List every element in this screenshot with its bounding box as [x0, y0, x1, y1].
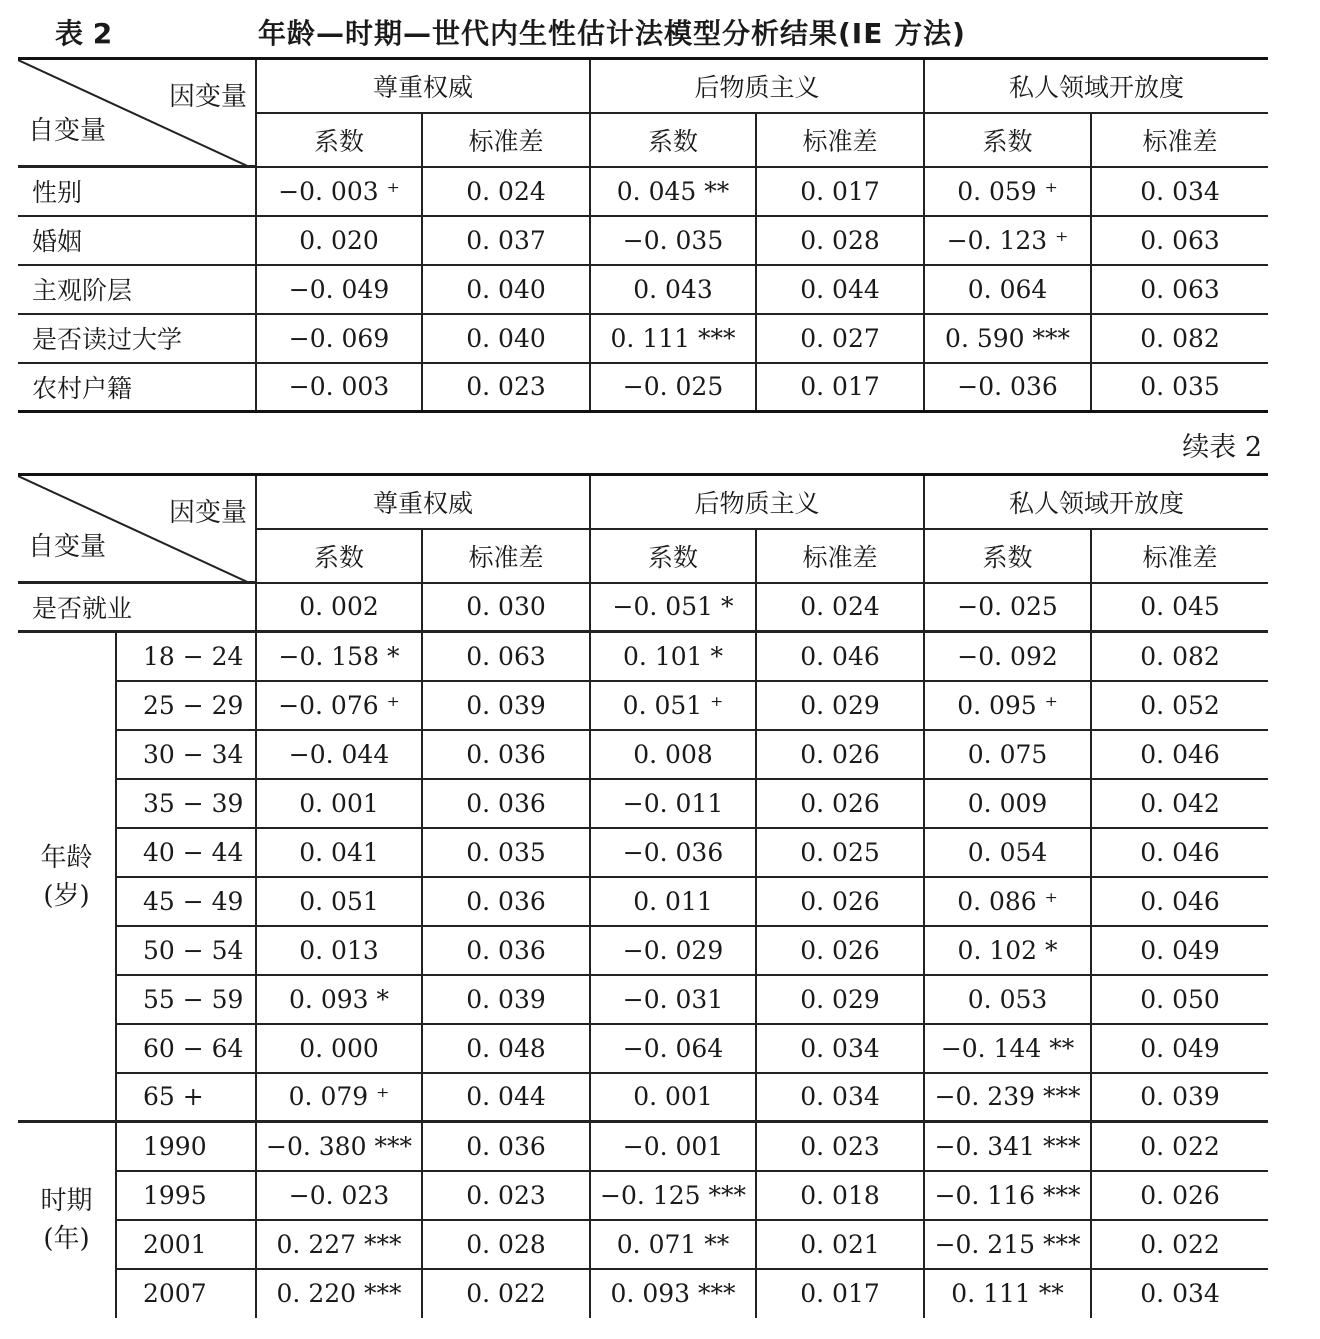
- coef-cell: −0. 036: [590, 828, 756, 877]
- se-cell: 0. 022: [422, 1269, 590, 1318]
- se-cell: 0. 023: [756, 1122, 924, 1171]
- coef-cell: 0. 051 ⁺: [590, 681, 756, 730]
- se-cell: 0. 036: [422, 730, 590, 779]
- table-row: [18, 681, 1268, 730]
- table-row: [18, 632, 1268, 681]
- table-title: 年龄—时期—世代内生性估计法模型分析结果(IE 方法): [258, 17, 966, 50]
- row-label: 65 +: [116, 1073, 256, 1122]
- se-cell: 0. 034: [1091, 167, 1268, 216]
- coef-cell: −0. 341 ***: [924, 1122, 1091, 1171]
- coef-cell: 0. 102 *: [924, 926, 1091, 975]
- table-row: [18, 314, 1268, 363]
- se-cell: 0. 018: [756, 1171, 924, 1220]
- table-row: [18, 167, 1268, 216]
- se-cell: 0. 030: [422, 583, 590, 632]
- se-cell: 0. 024: [422, 167, 590, 216]
- coef-cell: 0. 111 **: [924, 1269, 1091, 1318]
- se-cell: 0. 025: [756, 828, 924, 877]
- coef-cell: −0. 239 ***: [924, 1073, 1091, 1122]
- se-cell: 0. 029: [756, 975, 924, 1024]
- se-cell: 0. 037: [422, 216, 590, 265]
- coef-cell: 0. 053: [924, 975, 1091, 1024]
- row-label: 30 − 34: [116, 730, 256, 779]
- coef-cell: −0. 003: [256, 363, 422, 412]
- row-label: 18 − 24: [116, 632, 256, 681]
- row-label: 50 − 54: [116, 926, 256, 975]
- se-header: 标准差: [756, 113, 924, 167]
- coef-cell: 0. 051: [256, 877, 422, 926]
- row-label: 1995: [116, 1171, 256, 1220]
- se-cell: 0. 046: [756, 632, 924, 681]
- table-row: [18, 363, 1268, 412]
- se-cell: 0. 022: [1091, 1220, 1268, 1269]
- group-label-line1: 年龄: [40, 842, 93, 873]
- row-label: 25 − 29: [116, 681, 256, 730]
- group-label-line2: (年): [43, 1224, 90, 1255]
- se-cell: 0. 036: [422, 877, 590, 926]
- se-header: 标准差: [1091, 529, 1268, 583]
- se-cell: 0. 039: [422, 681, 590, 730]
- se-cell: 0. 021: [756, 1220, 924, 1269]
- coef-cell: 0. 093 *: [256, 975, 422, 1024]
- se-cell: 0. 040: [422, 314, 590, 363]
- coef-header: 系数: [590, 113, 756, 167]
- coef-cell: 0. 011: [590, 877, 756, 926]
- se-cell: 0. 082: [1091, 632, 1268, 681]
- coef-cell: 0. 093 ***: [590, 1269, 756, 1318]
- table-row: [18, 1269, 1268, 1318]
- se-cell: 0. 046: [1091, 877, 1268, 926]
- group-header: 私人领域开放度: [924, 59, 1268, 113]
- coef-cell: −0. 011: [590, 779, 756, 828]
- table-row: [18, 216, 1268, 265]
- coef-cell: 0. 054: [924, 828, 1091, 877]
- se-header: 标准差: [756, 529, 924, 583]
- coef-cell: 0. 101 *: [590, 632, 756, 681]
- header-diagonal-cell: [18, 475, 256, 583]
- independent-variable-label: 自变量: [28, 532, 107, 562]
- se-cell: 0. 046: [1091, 828, 1268, 877]
- coef-cell: 0. 045 **: [590, 167, 756, 216]
- se-cell: 0. 046: [1091, 730, 1268, 779]
- coef-header: 系数: [256, 529, 422, 583]
- coef-cell: 0. 227 ***: [256, 1220, 422, 1269]
- se-cell: 0. 023: [422, 1171, 590, 1220]
- period-group-label: [18, 1122, 116, 1318]
- se-cell: 0. 029: [756, 681, 924, 730]
- row-label: 1990: [116, 1122, 256, 1171]
- coef-cell: 0. 043: [590, 265, 756, 314]
- group-header: 后物质主义: [590, 59, 924, 113]
- coef-cell: 0. 020: [256, 216, 422, 265]
- se-cell: 0. 026: [756, 926, 924, 975]
- se-cell: 0. 039: [422, 975, 590, 1024]
- se-cell: 0. 028: [422, 1220, 590, 1269]
- coef-cell: −0. 023: [256, 1171, 422, 1220]
- table-row: [18, 1024, 1268, 1073]
- se-header: 标准差: [1091, 113, 1268, 167]
- group-header: 私人领域开放度: [924, 475, 1268, 529]
- se-cell: 0. 045: [1091, 583, 1268, 632]
- group-header: 尊重权威: [256, 59, 590, 113]
- coef-header: 系数: [924, 113, 1091, 167]
- coef-cell: −0. 215 ***: [924, 1220, 1091, 1269]
- coef-cell: −0. 035: [590, 216, 756, 265]
- table-row: [18, 1220, 1268, 1269]
- row-label: 2007: [116, 1269, 256, 1318]
- se-cell: 0. 026: [756, 877, 924, 926]
- table-row: [18, 1171, 1268, 1220]
- coef-header: 系数: [924, 529, 1091, 583]
- table-row: [18, 975, 1268, 1024]
- coef-cell: −0. 069: [256, 314, 422, 363]
- se-cell: 0. 036: [422, 926, 590, 975]
- table-row: [18, 1073, 1268, 1122]
- se-cell: 0. 049: [1091, 1024, 1268, 1073]
- coef-cell: −0. 001: [590, 1122, 756, 1171]
- coef-cell: −0. 116 ***: [924, 1171, 1091, 1220]
- se-cell: 0. 024: [756, 583, 924, 632]
- se-cell: 0. 044: [756, 265, 924, 314]
- se-header: 标准差: [422, 113, 590, 167]
- table-row: [18, 1122, 1268, 1171]
- coef-cell: 0. 086 ⁺: [924, 877, 1091, 926]
- row-label: 主观阶层: [18, 265, 256, 314]
- coef-cell: 0. 064: [924, 265, 1091, 314]
- coef-cell: 0. 111 ***: [590, 314, 756, 363]
- coef-cell: −0. 036: [924, 363, 1091, 412]
- coef-cell: −0. 158 *: [256, 632, 422, 681]
- coef-cell: −0. 049: [256, 265, 422, 314]
- coef-cell: 0. 013: [256, 926, 422, 975]
- table-row: [18, 779, 1268, 828]
- se-cell: 0. 034: [1091, 1269, 1268, 1318]
- table-row: [18, 583, 1268, 632]
- se-cell: 0. 039: [1091, 1073, 1268, 1122]
- coef-cell: 0. 075: [924, 730, 1091, 779]
- se-cell: 0. 026: [1091, 1171, 1268, 1220]
- table-row: [18, 265, 1268, 314]
- coef-cell: −0. 025: [924, 583, 1091, 632]
- se-cell: 0. 082: [1091, 314, 1268, 363]
- se-cell: 0. 027: [756, 314, 924, 363]
- coef-cell: −0. 029: [590, 926, 756, 975]
- age-group-label: [18, 632, 116, 1122]
- coef-cell: 0. 071 **: [590, 1220, 756, 1269]
- group-label-line2: (岁): [43, 880, 90, 911]
- row-label: 性别: [18, 167, 256, 216]
- coef-header: 系数: [590, 529, 756, 583]
- coef-cell: −0. 044: [256, 730, 422, 779]
- se-cell: 0. 044: [422, 1073, 590, 1122]
- se-cell: 0. 042: [1091, 779, 1268, 828]
- coef-cell: 0. 008: [590, 730, 756, 779]
- row-label: 是否读过大学: [18, 314, 256, 363]
- row-label: 农村户籍: [18, 363, 256, 412]
- group-header: 后物质主义: [590, 475, 924, 529]
- coef-cell: 0. 590 ***: [924, 314, 1091, 363]
- table-row: [18, 926, 1268, 975]
- se-cell: 0. 050: [1091, 975, 1268, 1024]
- coef-cell: 0. 079 ⁺: [256, 1073, 422, 1122]
- coef-cell: −0. 076 ⁺: [256, 681, 422, 730]
- continued-label: 续表 2: [1182, 432, 1262, 463]
- se-cell: 0. 017: [756, 167, 924, 216]
- coef-cell: −0. 003 ⁺: [256, 167, 422, 216]
- se-cell: 0. 063: [1091, 265, 1268, 314]
- se-cell: 0. 063: [422, 632, 590, 681]
- se-cell: 0. 040: [422, 265, 590, 314]
- coef-header: 系数: [256, 113, 422, 167]
- coef-cell: 0. 041: [256, 828, 422, 877]
- se-cell: 0. 052: [1091, 681, 1268, 730]
- coef-cell: 0. 001: [590, 1073, 756, 1122]
- se-cell: 0. 036: [422, 1122, 590, 1171]
- se-cell: 0. 048: [422, 1024, 590, 1073]
- table-row: [18, 828, 1268, 877]
- coef-cell: 0. 095 ⁺: [924, 681, 1091, 730]
- se-cell: 0. 028: [756, 216, 924, 265]
- coef-cell: −0. 125 ***: [590, 1171, 756, 1220]
- coef-cell: 0. 059 ⁺: [924, 167, 1091, 216]
- se-cell: 0. 035: [422, 828, 590, 877]
- coef-cell: −0. 064: [590, 1024, 756, 1073]
- se-cell: 0. 017: [756, 363, 924, 412]
- dependent-variable-label: 因变量: [168, 498, 247, 528]
- se-cell: 0. 034: [756, 1024, 924, 1073]
- coef-cell: −0. 123 ⁺: [924, 216, 1091, 265]
- coef-cell: 0. 002: [256, 583, 422, 632]
- coef-cell: 0. 009: [924, 779, 1091, 828]
- se-cell: 0. 063: [1091, 216, 1268, 265]
- row-label: 是否就业: [18, 583, 256, 632]
- table-row: [18, 877, 1268, 926]
- se-cell: 0. 026: [756, 730, 924, 779]
- row-label: 2001: [116, 1220, 256, 1269]
- se-cell: 0. 036: [422, 779, 590, 828]
- coef-cell: 0. 000: [256, 1024, 422, 1073]
- coef-cell: −0. 025: [590, 363, 756, 412]
- row-label: 45 − 49: [116, 877, 256, 926]
- results-table-part2: [18, 473, 1268, 1318]
- se-cell: 0. 023: [422, 363, 590, 412]
- table-row: [18, 730, 1268, 779]
- se-cell: 0. 049: [1091, 926, 1268, 975]
- se-cell: 0. 017: [756, 1269, 924, 1318]
- coef-cell: −0. 144 **: [924, 1024, 1091, 1073]
- row-label: 35 − 39: [116, 779, 256, 828]
- coef-cell: 0. 001: [256, 779, 422, 828]
- coef-cell: −0. 051 *: [590, 583, 756, 632]
- coef-cell: −0. 092: [924, 632, 1091, 681]
- dependent-variable-label: 因变量: [168, 82, 247, 112]
- independent-variable-label: 自变量: [28, 116, 107, 146]
- coef-cell: 0. 220 ***: [256, 1269, 422, 1318]
- row-label: 40 − 44: [116, 828, 256, 877]
- se-cell: 0. 022: [1091, 1122, 1268, 1171]
- row-label: 婚姻: [18, 216, 256, 265]
- group-label-line1: 时期: [40, 1186, 93, 1217]
- se-cell: 0. 035: [1091, 363, 1268, 412]
- coef-cell: −0. 380 ***: [256, 1122, 422, 1171]
- header-diagonal-cell: [18, 59, 256, 167]
- coef-cell: −0. 031: [590, 975, 756, 1024]
- table-label: 表 2: [55, 17, 113, 50]
- row-label: 55 − 59: [116, 975, 256, 1024]
- se-header: 标准差: [422, 529, 590, 583]
- se-cell: 0. 026: [756, 779, 924, 828]
- group-header: 尊重权威: [256, 475, 590, 529]
- row-label: 60 − 64: [116, 1024, 256, 1073]
- results-table-part1: [18, 57, 1268, 413]
- se-cell: 0. 034: [756, 1073, 924, 1122]
